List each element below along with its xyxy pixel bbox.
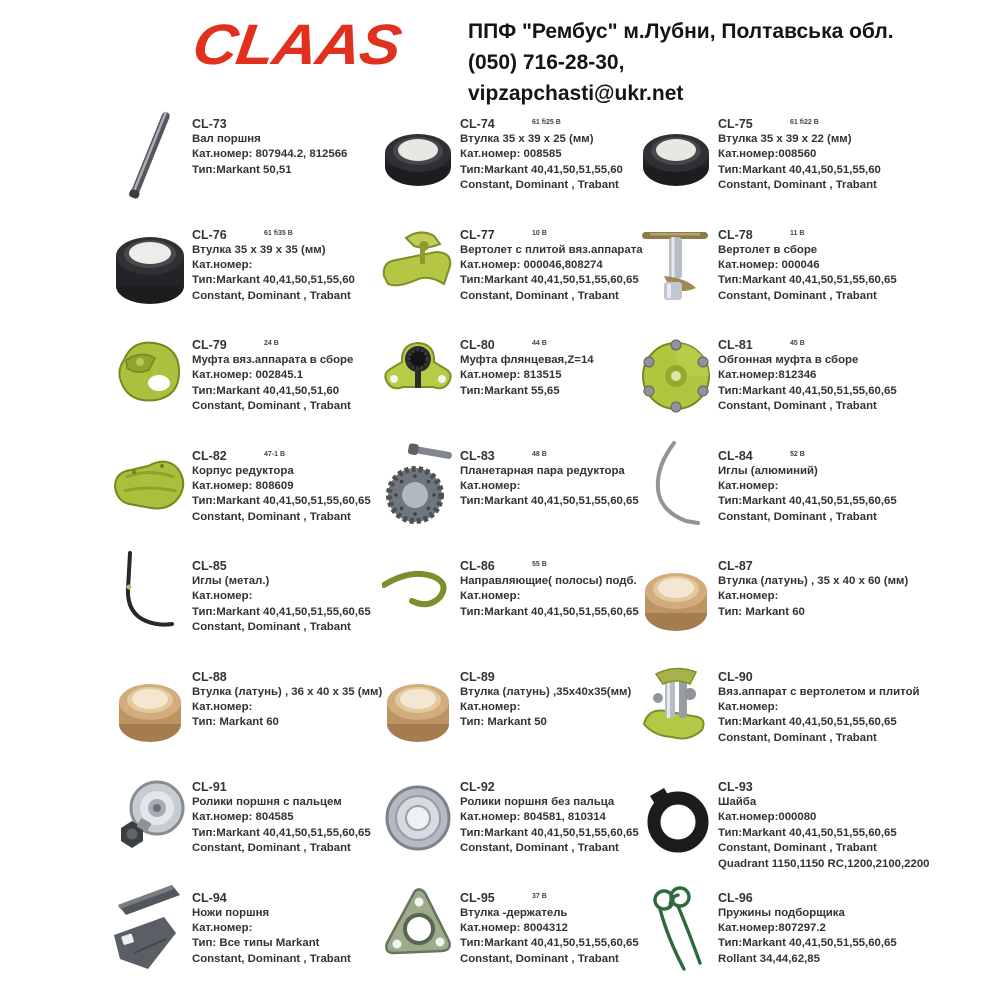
part-info-line: Втулка (латунь) , 35 x 40 x 60 (мм) <box>718 575 909 587</box>
part-info-line: Тип:Markant 40,41,50,51,55,60,65 <box>460 826 639 839</box>
part-text <box>192 884 351 968</box>
part-size-badge: 45 B <box>790 340 805 347</box>
part-info-line: Кат.номер: <box>460 700 521 713</box>
part-text <box>718 663 920 747</box>
knotter-assembly-icon <box>640 661 712 755</box>
part-lines <box>192 464 371 526</box>
part-info-line: Кат.номер: <box>460 590 521 603</box>
bushing-dark-icon <box>382 108 454 202</box>
part-info-line: Вертолет в сборе <box>718 243 818 256</box>
part-lines <box>460 906 639 968</box>
part-code-row <box>718 670 920 685</box>
part-item <box>640 884 980 995</box>
part-code-row <box>460 338 594 353</box>
part-info-line: Кат.номер: 813515 <box>460 369 562 382</box>
part-code-row <box>192 117 347 132</box>
part-text <box>192 221 355 305</box>
part-lines <box>460 795 639 857</box>
needle-steel-icon <box>114 550 186 644</box>
part-size-badge: 61 fi35 B <box>264 229 293 237</box>
part-info-line: Тип:Markant 40,41,50,51,55,60,65 <box>718 826 897 839</box>
part-text <box>192 552 371 636</box>
part-code: CL-84 <box>718 448 753 463</box>
part-code: CL-95 <box>460 890 495 905</box>
part-info-line: Кат.номер: 808609 <box>192 479 294 492</box>
part-info-line: Муфта флянцевая,Z=14 <box>460 354 594 366</box>
part-info-line: Втулка 35 x 39 x 35 (мм) <box>192 243 326 256</box>
part-info-line: Constant, Dominant , Trabant <box>718 510 877 523</box>
part-code: CL-81 <box>718 338 753 352</box>
part-lines <box>460 132 623 194</box>
part-size-badge: 55 B <box>532 561 547 568</box>
part-info-line: Кат.номер: <box>192 258 253 271</box>
part-code: CL-87 <box>718 559 753 573</box>
part-text <box>192 110 347 178</box>
part-code: CL-91 <box>192 780 227 794</box>
flange-coupling-icon <box>382 329 454 423</box>
part-info-line: Пружины подборщика <box>718 906 845 919</box>
part-code-row <box>460 670 631 685</box>
part-info-line: Тип:Markant 40,41,50,51,55,60 <box>460 163 623 176</box>
part-code: CL-90 <box>718 669 753 684</box>
part-info-line: Rollant 34,44,62,85 <box>718 952 820 965</box>
part-info-line: Кат.номер: 000046,808274 <box>460 258 603 271</box>
part-code-row <box>192 338 353 353</box>
part-info-line: Тип: Markant 60 <box>718 605 805 618</box>
part-lines <box>192 353 353 415</box>
part-code: CL-89 <box>460 669 495 684</box>
part-code-row <box>718 891 897 906</box>
part-info-line: Кат.номер: <box>192 700 253 713</box>
part-code-row <box>718 559 908 574</box>
part-text <box>718 331 897 415</box>
part-info-line: Втулка (латунь) ,35x40x35(мм) <box>460 685 632 698</box>
part-info-line: Тип:Markant 40,41,50,51,55,60,65 <box>460 605 639 618</box>
part-info-line: Кат.номер: 002845.1 <box>192 369 304 382</box>
part-lines <box>460 685 631 731</box>
part-code-row <box>192 559 371 574</box>
part-info-line: Constant, Dominant , Trabant <box>192 400 351 413</box>
claas-logo: CLAAS <box>188 13 405 77</box>
part-info-line: Constant, Dominant , Trabant <box>192 952 351 965</box>
part-code-row <box>460 559 639 574</box>
part-lines <box>718 574 908 620</box>
part-code: CL-76 <box>192 227 227 242</box>
triangle-plate-icon <box>382 882 454 976</box>
part-info-line: Ролики поршня без пальца <box>460 796 615 808</box>
part-info-line: Constant, Dominant , Trabant <box>718 289 877 302</box>
part-code-row <box>460 449 639 464</box>
part-text <box>718 110 881 194</box>
part-info-line: Кат.номер: 008585 <box>460 148 562 161</box>
knotter-plate-icon <box>382 219 454 313</box>
part-info-line: Корпус редуктора <box>192 464 294 477</box>
part-code: CL-77 <box>460 227 495 242</box>
bushing-dark-icon <box>640 108 712 202</box>
part-code: CL-88 <box>192 669 227 684</box>
gearbox-housing-icon <box>114 440 186 534</box>
part-text <box>460 773 639 857</box>
part-item <box>382 773 640 884</box>
part-info-line: Тип:Markant 40,41,50,51,55,60 <box>718 163 881 176</box>
knives-icon <box>114 882 186 976</box>
part-code-row <box>718 780 930 795</box>
part-info-line: Тип:Markant 40,41,50,51,55,60,65 <box>460 495 639 508</box>
bushing-brass-icon <box>382 661 454 755</box>
part-info-line: Втулка -держатель <box>460 906 568 919</box>
part-code-row <box>192 449 371 464</box>
part-size-badge: 61 fi22 B <box>790 119 819 126</box>
part-lines <box>460 574 639 620</box>
part-info-line: Кат.номер: <box>718 590 779 603</box>
washer-icon <box>640 771 712 865</box>
spring-tine-icon <box>640 882 712 976</box>
part-code: CL-75 <box>718 117 753 131</box>
part-item <box>114 663 382 774</box>
part-lines <box>460 353 594 399</box>
needle-alu-icon <box>640 440 712 534</box>
part-code-row <box>718 449 897 464</box>
part-info-line: Тип:Markant 40,41,50,51,55,60,65 <box>192 495 371 508</box>
part-info-line: Constant, Dominant , Trabant <box>460 289 619 302</box>
part-item <box>640 221 980 332</box>
part-text <box>718 442 897 526</box>
part-text <box>460 110 623 194</box>
part-size-badge: 47-1 B <box>264 450 286 458</box>
part-code-row <box>192 228 355 243</box>
part-info-line: Кат.номер: <box>192 590 253 603</box>
guide-strip-icon <box>382 550 454 644</box>
part-item <box>114 884 382 995</box>
part-text <box>460 221 643 305</box>
part-info-line: Constant, Dominant , Trabant <box>192 621 351 634</box>
part-info-line: Тип:Markant 40,41,50,51,55,60,65 <box>718 274 897 287</box>
part-info-line: Вал поршня <box>192 133 261 145</box>
bushing-brass-icon <box>640 550 712 644</box>
part-code-row <box>718 228 897 243</box>
part-lines <box>192 132 347 178</box>
piston-shaft-icon <box>114 108 186 202</box>
part-info-line: Тип:Markant 40,41,50,51,60 <box>192 384 340 397</box>
part-code: CL-94 <box>192 890 227 905</box>
part-lines <box>718 906 897 968</box>
part-info-line: Ролики поршня с пальцем <box>192 796 342 808</box>
overrun-clutch-icon <box>640 329 712 423</box>
part-text <box>460 884 639 968</box>
part-text <box>718 884 897 968</box>
part-code: CL-92 <box>460 780 495 794</box>
part-lines <box>718 353 897 415</box>
part-info-line: Constant, Dominant , Trabant <box>192 510 351 523</box>
part-info-line: Муфта вяз.аппарата в сборе <box>192 354 354 366</box>
part-info-line: Constant, Dominant , Trabant <box>192 842 351 855</box>
vertolet-icon <box>640 219 712 313</box>
part-code: CL-82 <box>192 448 227 463</box>
part-item <box>640 442 980 553</box>
part-code: CL-85 <box>192 559 227 573</box>
company-name: ППФ "Рембус" м.Лубни, Полтавська обл. <box>468 20 894 43</box>
part-size-badge: 52 B <box>790 450 805 458</box>
part-item <box>382 221 643 332</box>
part-text <box>192 773 371 857</box>
parts-grid <box>114 110 994 994</box>
part-lines <box>192 685 382 731</box>
part-code: CL-86 <box>460 559 495 573</box>
part-info-line: Тип:Markant 40,41,50,51,55,60,65 <box>718 937 897 950</box>
part-info-line: Quadrant 1150,1150 RC,1200,2100,2200 <box>718 857 930 870</box>
bevel-gear-icon <box>382 440 454 534</box>
part-code-row <box>460 117 623 132</box>
part-code: CL-78 <box>718 227 753 242</box>
part-info-line: Constant, Dominant , Trabant <box>460 842 619 855</box>
part-item <box>382 884 640 995</box>
part-lines <box>718 132 881 194</box>
part-info-line: Тип:Markant 40,41,50,51,55,60,65 <box>460 274 639 287</box>
part-lines <box>192 574 371 636</box>
part-info-line: Тип:Markant 40,41,50,51,55,60,65 <box>192 605 371 618</box>
part-info-line: Constant, Dominant , Trabant <box>718 400 877 413</box>
part-code: CL-93 <box>718 780 753 794</box>
part-info-line: Кат.номер: 807944.2, 812566 <box>192 148 348 161</box>
part-info-line: Тип:Markant 50,51 <box>192 163 292 176</box>
bushing-tall-dark-icon <box>114 219 186 313</box>
part-item <box>114 110 382 221</box>
part-text <box>460 442 639 510</box>
bushing-brass-icon <box>114 661 186 755</box>
part-info-line: Тип:Markant 55,65 <box>460 384 560 397</box>
part-info-line: Constant, Dominant , Trabant <box>718 179 877 192</box>
contact-block <box>468 16 894 109</box>
part-text <box>460 663 631 731</box>
part-lines <box>718 243 897 305</box>
part-info-line: Тип: Все типы Markant <box>192 937 320 950</box>
part-text <box>192 663 382 731</box>
part-code-row <box>192 891 351 906</box>
part-info-line: Кат.номер: 8004312 <box>460 921 568 934</box>
part-size-badge: 10 B <box>532 229 547 237</box>
part-info-line: Иглы (алюминий) <box>718 464 818 477</box>
part-lines <box>718 464 897 526</box>
part-item <box>114 442 382 553</box>
part-size-badge: 24 B <box>264 340 279 347</box>
part-code: CL-74 <box>460 117 495 131</box>
part-item <box>382 663 640 774</box>
part-item <box>382 552 640 663</box>
part-text <box>460 552 639 620</box>
part-text <box>718 221 897 305</box>
part-info-line: Constant, Dominant , Trabant <box>460 179 619 192</box>
part-code-row <box>460 780 639 795</box>
part-lines <box>460 464 639 510</box>
part-info-line: Тип: Markant 60 <box>192 716 279 729</box>
part-code: CL-79 <box>192 338 227 352</box>
part-info-line: Иглы (метал.) <box>192 575 270 587</box>
cam-clutch-icon <box>114 329 186 423</box>
part-info-line: Обгонная муфта в сборе <box>718 354 859 366</box>
bearing-icon <box>382 771 454 865</box>
part-info-line: Тип: Markant 50 <box>460 716 547 729</box>
part-text <box>718 552 908 620</box>
part-text <box>460 331 594 399</box>
part-info-line: Тип:Markant 40,41,50,51,55,60,65 <box>718 716 897 729</box>
part-info-line: Constant, Dominant , Trabant <box>192 289 351 302</box>
part-info-line: Тип:Markant 40,41,50,51,55,60 <box>192 274 355 287</box>
part-size-badge: 61 fi25 B <box>532 119 561 126</box>
part-info-line: Кат.номер: <box>192 921 253 934</box>
part-code-row <box>192 670 382 685</box>
part-item <box>640 663 980 774</box>
part-code-row <box>718 338 897 353</box>
part-code: CL-83 <box>460 448 495 463</box>
part-info-line: Тип:Markant 40,41,50,51,55,60,65 <box>718 384 897 397</box>
part-code: CL-80 <box>460 338 495 352</box>
part-info-line: Шайба <box>718 796 757 808</box>
part-info-line: Тип:Markant 40,41,50,51,55,60,65 <box>192 826 371 839</box>
part-info-line: Планетарная пара редуктора <box>460 464 625 477</box>
part-item <box>640 331 980 442</box>
part-text <box>192 331 353 415</box>
part-info-line: Кат.номер:000080 <box>718 811 817 824</box>
email-address: vipzapchasti@ukr.net <box>468 82 684 105</box>
part-lines <box>192 906 351 968</box>
part-size-badge: 37 B <box>532 892 547 900</box>
part-item <box>640 110 980 221</box>
part-size-badge: 48 B <box>532 450 547 458</box>
part-lines <box>460 243 643 305</box>
part-code-row <box>460 228 640 243</box>
part-text <box>718 773 930 872</box>
part-info-line: Вяз.аппарат с вертолетом и плитой <box>718 685 920 698</box>
part-info-line: Кат.номер: <box>460 479 521 492</box>
part-item <box>382 442 640 553</box>
part-info-line: Вертолет с плитой вяз.аппарата <box>460 243 643 256</box>
part-info-line: Ножи поршня <box>192 906 270 919</box>
part-info-line: Кат.номер:812346 <box>718 369 817 382</box>
part-item <box>114 331 382 442</box>
part-item <box>640 552 980 663</box>
part-code: CL-73 <box>192 117 227 131</box>
part-info-line: Кат.номер: <box>718 700 779 713</box>
part-info-line: Constant, Dominant , Trabant <box>718 842 877 855</box>
part-text <box>192 442 371 526</box>
part-item <box>114 552 382 663</box>
part-code-row <box>718 117 881 132</box>
part-info-line: Втулка (латунь) , 36 x 40 x 35 (мм) <box>192 685 383 698</box>
part-item <box>114 221 382 332</box>
part-info-line: Втулка 35 x 39 x 25 (мм) <box>460 133 594 145</box>
part-lines <box>192 243 355 305</box>
part-info-line: Кат.номер:008560 <box>718 148 817 161</box>
part-info-line: Втулка 35 x 39 x 22 (мм) <box>718 133 852 145</box>
phone-number: (050) 716-28-30, <box>468 51 625 74</box>
part-code: CL-96 <box>718 890 753 905</box>
part-info-line: Кат.номер:807297.2 <box>718 921 826 934</box>
part-info-line: Тип:Markant 40,41,50,51,55,60,65 <box>460 937 639 950</box>
part-info-line: Тип:Markant 40,41,50,51,55,60,65 <box>718 495 897 508</box>
part-info-line: Constant, Dominant , Trabant <box>460 952 619 965</box>
part-size-badge: 44 B <box>532 340 547 347</box>
part-info-line: Constant, Dominant , Trabant <box>718 731 877 744</box>
part-info-line: Кат.номер: <box>718 479 779 492</box>
part-info-line: Кат.номер: 804585 <box>192 811 294 824</box>
part-item <box>640 773 980 884</box>
part-item <box>382 331 640 442</box>
part-code-row <box>460 891 639 906</box>
part-lines <box>192 795 371 857</box>
part-item <box>114 773 382 884</box>
part-code-row <box>192 780 371 795</box>
part-size-badge: 11 B <box>790 229 805 237</box>
part-info-line: Направляющие( полосы) подб. <box>460 575 637 587</box>
roller-pin-icon <box>114 771 186 865</box>
part-lines <box>718 795 930 872</box>
part-lines <box>718 685 920 747</box>
part-info-line: Кат.номер: 000046 <box>718 258 820 271</box>
part-item <box>382 110 640 221</box>
part-info-line: Кат.номер: 804581, 810314 <box>460 811 606 824</box>
